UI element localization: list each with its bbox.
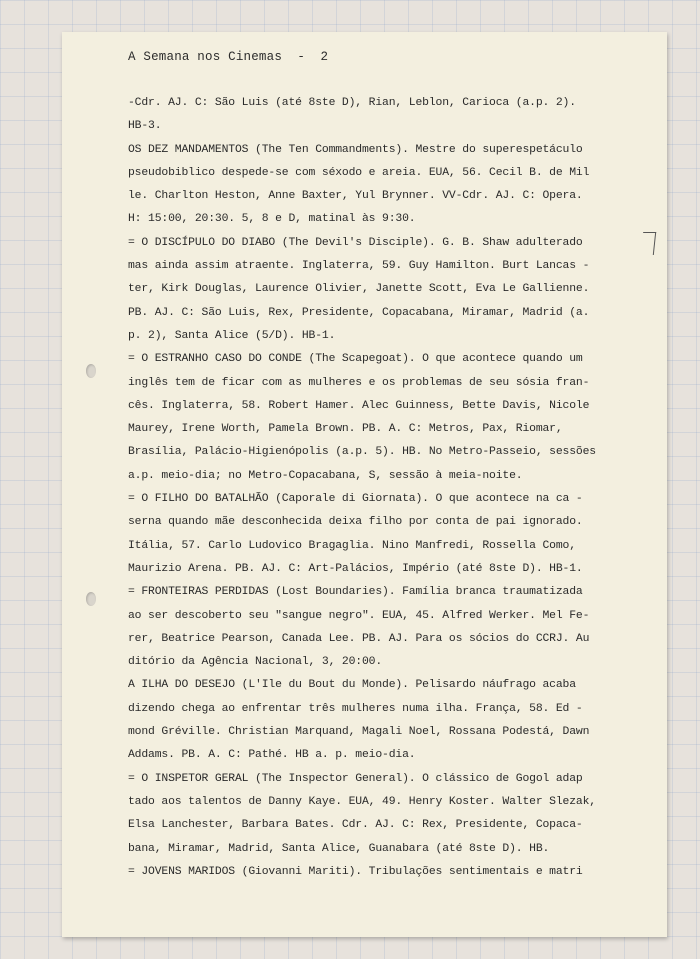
text-line: Maurey, Irene Worth, Pamela Brown. PB. A. C: Metros, Pax, Riomar,: [128, 423, 563, 436]
text-line: rer, Beatrice Pearson, Canada Lee. PB. AJ. Para os sócios do CCRJ. Au: [128, 632, 590, 645]
text-line: Elsa Lanchester, Barbara Bates. Cdr. AJ. C: Rex, Presidente, Copaca-: [128, 819, 583, 832]
text-line: = FRONTEIRAS PERDIDAS (Lost Boundaries). Família branca traumatizada: [128, 586, 583, 599]
text-line: = O INSPETOR GERAL (The Inspector General). O clássico de Gogol adap: [128, 772, 583, 785]
pencil-bracket-mark: [641, 232, 656, 255]
body-text: [128, 92, 640, 884]
text-line: mas ainda assim atraente. Inglaterra, 59. Guy Hamilton. Burt Lancas -: [128, 260, 590, 273]
text-line: ter, Kirk Douglas, Laurence Olivier, Janette Scott, Eva Le Gallienne.: [128, 283, 590, 296]
punch-hole: [86, 592, 96, 606]
text-line: H: 15:00, 20:30. 5, 8 e D, matinal às 9:30.: [128, 213, 416, 226]
text-line: p. 2), Santa Alice (5/D). HB-1.: [128, 329, 336, 342]
text-line: ao ser descoberto seu "sangue negro". EUA, 45. Alfred Werker. Mel Fe-: [128, 609, 590, 622]
text-line: Maurizio Arena. PB. AJ. C: Art-Palácios, Império (até 8ste D). HB-1.: [128, 562, 583, 575]
text-line: = O ESTRANHO CASO DO CONDE (The Scapegoat). O que acontece quando um: [128, 353, 583, 366]
text-line: PB. AJ. C: São Luis, Rex, Presidente, Copacabana, Miramar, Madrid (a.: [128, 306, 590, 319]
text-line: serna quando mãe desconhecida deixa filho por conta de pai ignorado.: [128, 516, 583, 529]
text-line: = O DISCÍPULO DO DIABO (The Devil's Disciple). G. B. Shaw adulterado: [128, 236, 583, 249]
page-header: A Semana nos Cinemas - 2: [128, 50, 329, 64]
text-line: cês. Inglaterra, 58. Robert Hamer. Alec Guinness, Bette Davis, Nicole: [128, 399, 590, 412]
text-line: -Cdr. AJ. C: São Luis (até 8ste D), Rian, Leblon, Carioca (a.p. 2).: [128, 97, 576, 109]
punch-hole: [86, 364, 96, 378]
text-line: dizendo chega ao enfrentar três mulheres numa ilha. França, 58. Ed -: [128, 702, 583, 715]
text-line: ditório da Agência Nacional, 3, 20:00.: [128, 656, 383, 669]
text-line: bana, Miramar, Madrid, Santa Alice, Guanabara (até 8ste D). HB.: [128, 842, 550, 855]
text-line: Brasília, Palácio-Higienópolis (a.p. 5). HB. No Metro-Passeio, sessões: [128, 446, 596, 459]
text-line: Itália, 57. Carlo Ludovico Bragaglia. Nino Manfredi, Rossella Como,: [128, 539, 576, 552]
text-line: mond Gréville. Christian Marquand, Magali Noel, Rossana Podestá, Dawn: [128, 726, 590, 739]
text-line: le. Charlton Heston, Anne Baxter, Yul Brynner. VV-Cdr. AJ. C: Opera.: [128, 190, 583, 203]
text-line: inglês tem de ficar com as mulheres e os problemas de seu sósia fran-: [128, 376, 590, 389]
text-line: tado aos talentos de Danny Kaye. EUA, 49. Henry Koster. Walter Slezak,: [128, 795, 596, 808]
text-line: = O FILHO DO BATALHÃO (Caporale di Giornata). O que acontece na ca -: [128, 493, 583, 506]
text-line: HB-3.: [128, 120, 162, 133]
text-line: pseudobiblico despede-se com séxodo e areia. EUA, 56. Cecil B. de Mil: [128, 166, 590, 179]
text-line: a.p. meio-dia; no Metro-Copacabana, S, sessão à meia-noite.: [128, 469, 523, 482]
text-line: = JOVENS MARIDOS (Giovanni Mariti). Tribulações sentimentais e matri: [128, 865, 583, 878]
text-line: OS DEZ MANDAMENTOS (The Ten Commandments). Mestre do superespetáculo: [128, 143, 583, 156]
text-line: Addams. PB. A. C: Pathé. HB a. p. meio-dia.: [128, 749, 416, 762]
text-line: A ILHA DO DESEJO (L'Ile du Bout du Monde). Pelisardo náufrago acaba: [128, 679, 576, 692]
